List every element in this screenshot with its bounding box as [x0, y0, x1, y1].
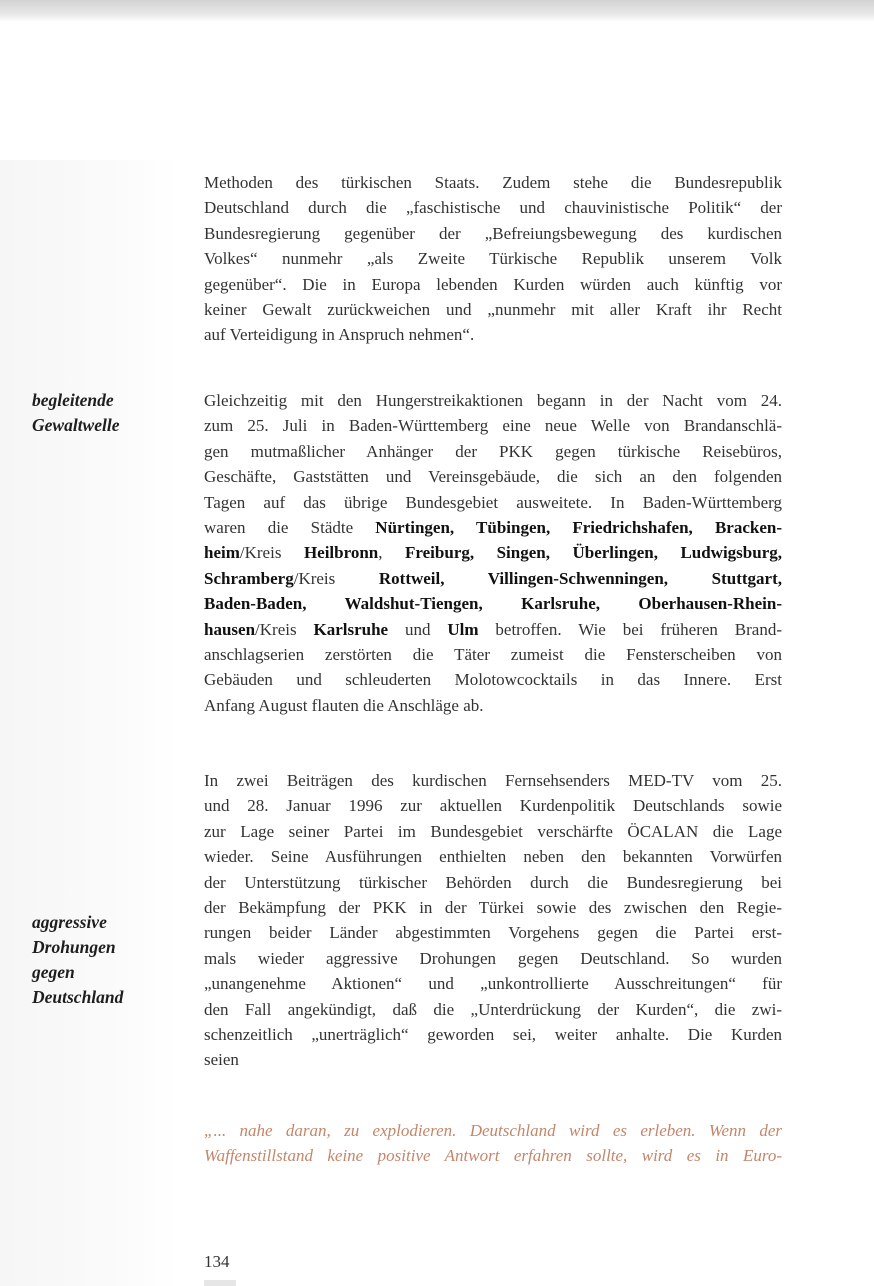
text-line: der Bekämpfung der PKK in der Türkei sowie des zwischen den Regie-	[204, 897, 782, 917]
text-line	[204, 566, 782, 591]
margin-note-line: begleitende	[32, 390, 114, 410]
text-line: keiner Gewalt zurückweichen und „nunmehr mit aller Kraft ihr Recht	[204, 299, 782, 319]
text-line: auf Verteidigung in Anspruch nehmen“.	[204, 325, 475, 345]
text-line: Gleichzeitig mit den Hungerstreikaktionen begann in der Nacht vom 24.	[204, 391, 782, 410]
city-name: hausen	[204, 619, 256, 639]
margin-note-line: gegen	[32, 962, 75, 982]
text-line: anschlagserien zerstörten die Täter zumeist die Fensterscheiben von	[204, 644, 782, 664]
margin-note-line: Gewaltwelle	[32, 415, 120, 435]
text-line: der Unterstützung türkischer Behörden durch die Bundesregierung bei	[204, 872, 782, 892]
city-names: Rottweil, Villingen-Schwenningen, Stuttgart,	[378, 568, 783, 588]
text-line: seien	[204, 1050, 239, 1070]
text-line: Volkes“ nunmehr „als Zweite Türkische Republik unserem Volk	[204, 249, 782, 269]
text-run: /Kreis	[239, 543, 304, 563]
city-names: Freiburg, Singen, Überlingen, Ludwigsburg,	[405, 543, 783, 563]
text-line: schenzeitlich „unerträglich“ geworden sei, weiter anhalte. Die Kurden	[204, 1024, 782, 1044]
text-run: betroffen. Wie bei früheren Brand-	[478, 619, 783, 639]
margin-column	[0, 160, 176, 1286]
text-line: Bundesregierung gegenüber der „Befreiungsbewegung des kurdischen	[204, 223, 782, 243]
paragraph-2	[204, 388, 782, 718]
text-line: mals wieder aggressive Drohungen gegen Deutschland. So wurden	[204, 948, 782, 968]
text-line: Methoden des türkischen Staats. Zudem stehe die Bundesrepublik	[204, 173, 782, 192]
city-name: Schramberg	[204, 568, 294, 588]
text-line: In zwei Beiträgen des kurdischen Fernsehsenders MED-TV vom 25.	[204, 771, 782, 790]
margin-note-line: Deutschland	[32, 987, 124, 1007]
text-line: gegenüber“. Die in Europa lebenden Kurden würden auch künftig vor	[204, 274, 782, 294]
text-line: Geschäfte, Gaststätten und Vereinsgebäude, die sich an den folgenden	[204, 467, 782, 487]
city-name: Heilbronn	[303, 543, 379, 563]
scan-top-edge	[0, 0, 874, 22]
city-names: Baden-Baden, Waldshut-Tiengen, Karlsruhe, Oberhausen-Rhein-	[204, 594, 782, 614]
text-line: wieder. Seine Ausführungen enthielten neben den bekannten Vorwürfen	[204, 847, 782, 867]
margin-note-line: aggressive	[32, 912, 107, 932]
paragraph-1	[204, 170, 782, 348]
text-line: Anfang August flauten die Anschläge ab.	[204, 695, 484, 715]
city-names: Nürtingen, Tübingen, Friedrichshafen, Bracken-	[375, 517, 782, 537]
text-line	[204, 515, 782, 540]
page-number: 134	[204, 1252, 230, 1271]
text-line: gen mutmaßlicher Anhänger der PKK gegen türkische Reisebüros,	[204, 441, 782, 461]
text-run: ,	[378, 543, 406, 563]
margin-note-line: Drohungen	[32, 937, 116, 957]
quote-line: Waffenstillstand keine positive Antwort erfahren sollte, wird es in Euro-	[204, 1146, 782, 1166]
text-line: zum 25. Juli in Baden-Württemberg eine neue Welle von Brandanschlä-	[204, 416, 782, 436]
text-line: Tagen auf das übrige Bundesgebiet ausweitete. In Baden-Württemberg	[204, 492, 782, 512]
text-line: und 28. Januar 1996 zur aktuellen Kurdenpolitik Deutschlands sowie	[204, 796, 782, 816]
text-run: /Kreis	[255, 619, 314, 639]
text-line: zur Lage seiner Partei im Bundesgebiet verschärfte ÖCALAN die Lage	[204, 821, 782, 841]
text-line: Deutschland durch die „faschistische und chauvinistische Politik“ der	[204, 198, 782, 218]
margin-note-gewaltwelle	[32, 388, 172, 438]
text-run: waren die Städte	[204, 517, 376, 537]
page-edge-mark	[204, 1280, 236, 1286]
text-line: rungen beider Länder abgestimmten Vorgehens gegen die Partei erst-	[204, 923, 782, 943]
paragraph-3	[204, 768, 782, 1073]
quote-line: „... nahe daran, zu explodieren. Deutschland wird es erleben. Wenn der	[204, 1121, 782, 1140]
city-name: Karlsruhe	[313, 619, 389, 639]
margin-note-drohungen	[32, 910, 172, 1010]
text-run: und	[388, 619, 448, 639]
text-line: Gebäuden und schleuderten Molotowcocktails in das Innere. Erst	[204, 670, 782, 690]
city-name: heim	[204, 543, 240, 563]
text-line	[204, 540, 782, 565]
text-run: /Kreis	[293, 568, 379, 588]
city-name: Ulm	[447, 619, 479, 639]
text-line	[204, 591, 782, 616]
quote-block	[204, 1118, 782, 1169]
text-line: den Fall angekündigt, daß die „Unterdrückung der Kurden“, die zwi-	[204, 999, 782, 1019]
text-line: „unangenehme Aktionen“ und „unkontrollierte Ausschreitungen“ für	[204, 974, 782, 994]
text-line	[204, 617, 782, 642]
